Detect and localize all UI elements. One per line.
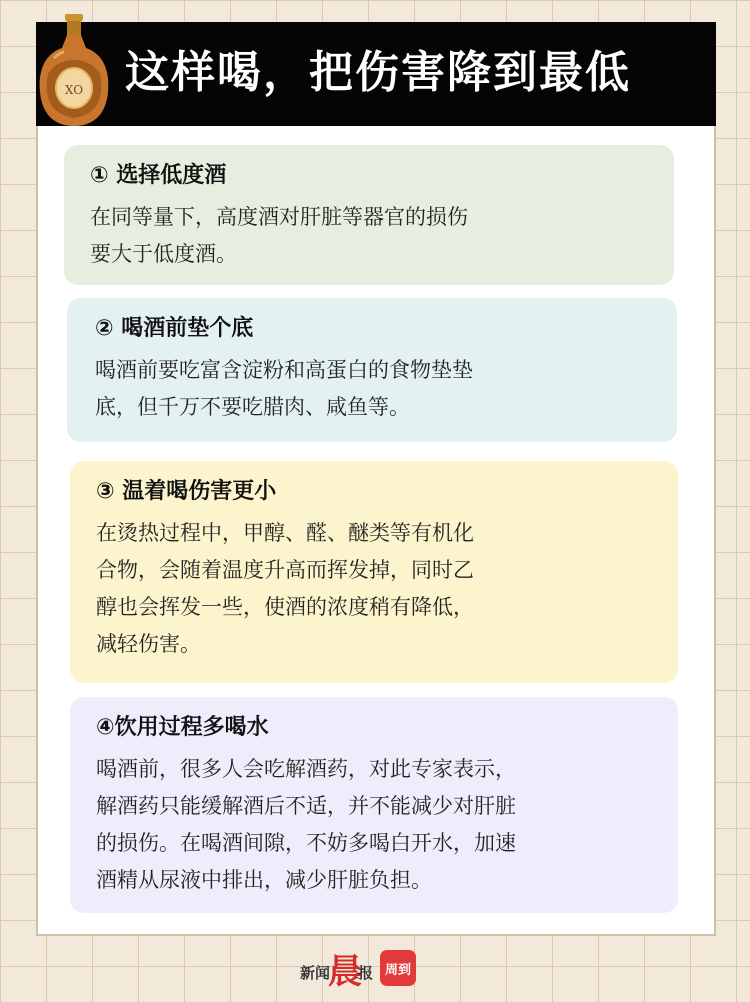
cognac-bottle-icon	[34, 14, 114, 130]
tip-line: 的损伤。在喝酒间隙，不妨多喝白开水，加速	[96, 831, 516, 855]
tip-card-2	[67, 298, 677, 442]
tip-line: 合物，会随着温度升高而挥发掉，同时乙	[96, 558, 474, 582]
tip-card-1	[64, 145, 674, 285]
tip-line: 底，但千万不要吃腊肉、咸鱼等。	[95, 395, 410, 419]
tip-line: 醇也会挥发一些，使酒的浓度稍有降低，	[96, 595, 474, 619]
tip-line: 解酒药只能缓解酒后不适，并不能减少对肝脏	[96, 794, 516, 818]
bottle-label: XO	[64, 83, 84, 97]
tip-line: 在烫热过程中，甲醇、醛、醚类等有机化	[96, 521, 474, 545]
tip-heading: ③ 温着喝伤害更小	[96, 479, 277, 504]
tip-line: 喝酒前，很多人会吃解酒药，对此专家表示，	[96, 757, 516, 781]
logo-prefix: 新闻	[300, 964, 331, 982]
tip-line: 酒精从尿液中排出，减少肝脏负担。	[96, 868, 432, 892]
tip-card-3	[70, 461, 678, 683]
tip-line: 减轻伤害。	[96, 632, 201, 656]
logo-suffix: 报	[358, 964, 374, 982]
tip-heading: ① 选择低度酒	[90, 163, 227, 188]
tip-line: 要大于低度酒。	[90, 242, 237, 266]
logo-big-character: 晨	[328, 952, 362, 992]
tip-line: 喝酒前要吃富含淀粉和高蛋白的食物垫垫	[95, 358, 473, 382]
publisher-logo	[300, 950, 424, 990]
tip-heading: ② 喝酒前垫个底	[95, 316, 254, 341]
page-title: 这样喝，把伤害降到最低	[125, 47, 631, 98]
tip-line: 在同等量下，高度酒对肝脏等器官的损伤	[90, 205, 468, 229]
tip-heading: ④饮用过程多喝水	[96, 715, 269, 740]
app-badge: 周到	[380, 950, 416, 986]
tip-card-4	[70, 697, 678, 913]
